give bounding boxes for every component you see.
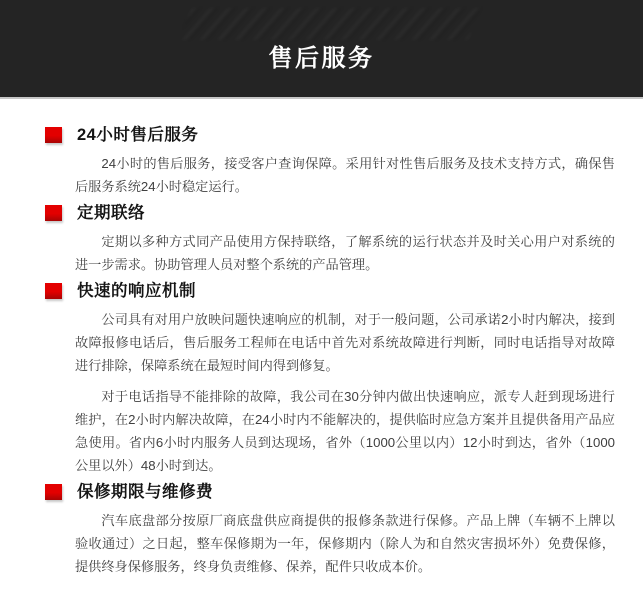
section-paragraph: 对于电话指导不能排除的故障，我公司在30分钟内做出快速响应，派专人赶到现场进行维护，在2小时内解决故障，在24小时内不能解决的，提供临时应急方案并且提供备用产品应急使用。省内6小时内服务人员到达现场，省外（1000公里以内）12小时到达，省外（1000公里以外）48小时到达。 — [75, 389, 615, 473]
section — [45, 126, 643, 198]
red-square-bullet-icon — [45, 127, 62, 143]
section-paragraph: 24小时的售后服务，接受客户查询保障。采用针对性售后服务及技术支持方式，确保售后服务系统24小时稳定运行。 — [75, 156, 615, 194]
section-heading: 保修期限与维修费 — [77, 483, 213, 501]
section — [45, 483, 643, 578]
content — [0, 99, 643, 578]
section-heading: 快速的响应机制 — [77, 282, 196, 300]
red-square-bullet-icon — [45, 205, 62, 221]
header-banner — [0, 0, 643, 99]
section-paragraph: 定期以多种方式同产品使用方保持联络，了解系统的运行状态并及时关心用户对系统的进一步需求。协助管理人员对整个系统的产品管理。 — [75, 234, 615, 272]
section-body — [45, 308, 643, 477]
section — [45, 204, 643, 276]
section-header — [45, 126, 643, 144]
section-paragraph: 公司具有对用户放映问题快速响应的机制，对于一般问题，公司承诺2小时内解决，接到故障报修电话后，售后服务工程师在电话中首先对系统故障进行判断，同时电话指导对故障进行排除，保障系统在最短时间内得到修复。 — [75, 312, 615, 373]
watermark-artifact — [179, 8, 482, 40]
red-square-bullet-icon — [45, 283, 62, 299]
section-header — [45, 204, 643, 222]
section — [45, 282, 643, 477]
section-heading: 定期联络 — [77, 204, 145, 222]
section-header — [45, 282, 643, 300]
section-body — [45, 152, 643, 198]
red-square-bullet-icon — [45, 484, 62, 500]
section-header — [45, 483, 643, 501]
section-paragraph: 汽车底盘部分按原厂商底盘供应商提供的报修条款进行保修。产品上牌（车辆不上牌以验收通过）之日起，整车保修期为一年，保修期内（除人为和自然灾害损坏外）免费保修，提供终身保修服务，终身负责维修、保养，配件只收成本价。 — [75, 513, 615, 574]
page-title: 售后服务 — [268, 44, 375, 72]
section-heading: 24小时售后服务 — [77, 126, 199, 144]
section-body — [45, 509, 643, 578]
section-body — [45, 230, 643, 276]
